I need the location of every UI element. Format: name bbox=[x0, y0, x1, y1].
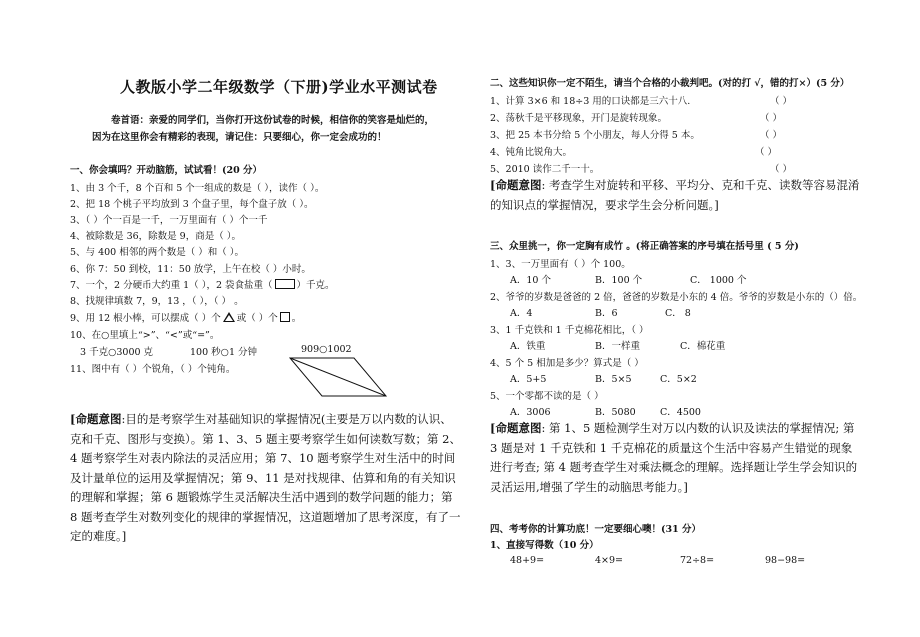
choice-4-option-b: B．5×5 bbox=[595, 374, 632, 385]
question-1-5: 5、与 400 相邻的两个数是（ ）和（ ）。 bbox=[70, 247, 245, 258]
question-1-10-c: 909○1002 bbox=[301, 344, 352, 355]
choice-4-option-c: C．5×2 bbox=[660, 374, 697, 385]
choice-question-3: 3、1 千克铁和 1 千克棉花相比，（ ） bbox=[490, 325, 649, 336]
question-1-10-a: 3 千克○3000 克 bbox=[80, 347, 154, 358]
calc-item-4: 98−98= bbox=[765, 555, 806, 566]
judge-paren-4: （ ） bbox=[755, 147, 778, 158]
section-2-heading: 二、这些知识你一定不陌生，请当个合格的小裁判吧。(对的打 √，错的打×）(5 分） bbox=[490, 78, 850, 89]
judge-item-3: 3、把 25 本书分给 5 个小朋友，每人分得 5 本。 bbox=[490, 130, 700, 141]
question-1-2: 2、把 18 个桃子平均放到 3 个盘子里，每个盘子放（ ）。 bbox=[70, 199, 314, 210]
choice-5-option-b: B．5080 bbox=[595, 407, 636, 418]
section-3-heading: 三、众里挑一，你一定胸有成竹 。(将正确答案的序号填在括号里 ( 5 分) bbox=[490, 241, 799, 252]
judge-paren-3: （ ） bbox=[760, 130, 783, 141]
question-1-9-text-b: 或（ ）个 bbox=[236, 313, 278, 324]
intent-note-3 bbox=[490, 419, 860, 497]
intent-label: [命题意图 bbox=[490, 421, 542, 435]
question-1-10: 10、在○里填上“>”、“<”或“=”。 bbox=[70, 330, 220, 341]
choice-2-option-a: A．4 bbox=[510, 308, 533, 319]
intent-text: : 考查学生对旋转和平移、平均分、克和千克、读数等容易混淆的知识点的掌握情况，要求学生会分析问题。] bbox=[490, 178, 860, 212]
judge-item-1: 1、计算 3×6 和 18÷3 用的口诀都是三六十八. bbox=[490, 96, 691, 107]
question-1-7-text-a: 7、一个，2 分硬币大约重 1（ ），2 袋食盐重（ bbox=[70, 280, 273, 291]
intent-text: :目的是考察学生对基础知识的掌握情况(主要是万以内数的认识、克和千克、图形与变换）。第 1、3、5 题主要考察学生如何读数写数；第 2、4 题考察学生对表内除法的灵活应用；第 7、10 题考察学生对生活中的时间及计量单位的运用及掌握情况；第 9、11 是对找规律、估算和角的有关知识的理解和掌握；第 6 题锻炼学生灵活解决生活中遇到的数学问题的能力；第 8 题考查学生对数列变化的规律的掌握情况，这道题增加了思考深度，有了一定的难度。] bbox=[70, 412, 461, 543]
judge-paren-1: （ ） bbox=[770, 96, 793, 107]
judge-item-4: 4、钝角比锐角大。 bbox=[490, 147, 573, 158]
choice-question-2: 2、爷爷的岁数是爸爸的 2 倍，爸爸的岁数是小东的 4 倍。爷爷的岁数是小东的（）倍。 bbox=[490, 292, 863, 303]
question-1-9 bbox=[70, 310, 301, 324]
question-1-9-text-c: 。 bbox=[291, 313, 302, 324]
page-title: 人教版小学二年级数学（下册)学业水平测试卷 bbox=[120, 78, 438, 96]
question-1-9-text-a: 9、用 12 根小棒，可以摆成（ ）个 bbox=[70, 313, 221, 324]
question-1-8: 8、找规律填数 7，9，13 ，（ ），（ ） 。 bbox=[70, 296, 244, 307]
intent-label: [命题意图 bbox=[70, 412, 122, 426]
choice-question-5: 5、一个零都不读的是（ ） bbox=[490, 391, 604, 402]
section-1-heading: 一、你会填吗？开动脑筋，试试看！(20 分） bbox=[70, 165, 263, 176]
question-1-6: 6、你 7：50 到校，11：50 放学，上午在校（ ）小时。 bbox=[70, 264, 311, 275]
answer-box bbox=[275, 279, 295, 289]
question-1-7 bbox=[70, 277, 335, 291]
question-1-3: 3、（ ）个一百是一千，一万里面有（ ）个一千 bbox=[70, 215, 268, 226]
intro-line-2: 因为在这里你会有精彩的表现，请记住：只要细心，你一定会成功的！ bbox=[92, 132, 387, 143]
question-1-11: 11、图中有（ ）个锐角，（ ）个钝角。 bbox=[70, 364, 236, 375]
judge-paren-2: （ ） bbox=[760, 113, 783, 124]
question-1-10-b: 100 秒○1 分钟 bbox=[190, 347, 258, 358]
choice-2-option-b: B．6 bbox=[595, 308, 618, 319]
choice-4-option-a: A．5+5 bbox=[510, 374, 547, 385]
intent-note-1 bbox=[70, 410, 463, 547]
choice-5-option-a: A．3006 bbox=[510, 407, 551, 418]
calc-item-1: 48+9= bbox=[510, 555, 545, 566]
parallelogram-figure bbox=[288, 356, 388, 398]
judge-item-5: 5、2010 读作二千一十。 bbox=[490, 164, 600, 175]
intent-label: [命题意图 bbox=[490, 178, 542, 192]
square-icon bbox=[280, 312, 290, 322]
choice-1-option-c: C． 1000 个 bbox=[690, 275, 747, 286]
calc-item-2: 4×9= bbox=[595, 555, 624, 566]
section-4-heading: 四、考考你的计算功底！一定要细心噢！(31 分） bbox=[490, 524, 702, 535]
choice-5-option-c: C．4500 bbox=[660, 407, 701, 418]
triangle-icon bbox=[223, 312, 235, 322]
calc-item-3: 72÷8= bbox=[680, 555, 715, 566]
judge-item-2: 2、荡秋千是平移现象，开门是旋转现象。 bbox=[490, 113, 668, 124]
choice-3-option-a: A．铁重 bbox=[510, 341, 546, 352]
intent-note-2 bbox=[490, 176, 860, 215]
choice-1-option-a: A．10 个 bbox=[510, 275, 551, 286]
choice-question-1: 1、3、一万里面有（ ）个 100。 bbox=[490, 259, 631, 270]
judge-paren-5: （ ） bbox=[770, 164, 793, 175]
choice-question-4: 4、5 个 5 相加是多少？算式是（ ） bbox=[490, 358, 644, 369]
choice-1-option-b: B．100 个 bbox=[595, 275, 643, 286]
section-4-sub-1: 1、直接写得数（10 分） bbox=[490, 540, 599, 551]
question-1-7-text-b: ）千克。 bbox=[296, 280, 335, 291]
question-1-1: 1、由 3 个千，8 个百和 5 个一组成的数是（ ），读作（ ）。 bbox=[70, 183, 325, 194]
choice-3-option-b: B．一样重 bbox=[595, 341, 640, 352]
choice-2-option-c: C． 8 bbox=[665, 308, 691, 319]
question-1-4: 4、被除数是 36，除数是 9，商是（ ）。 bbox=[70, 231, 241, 242]
choice-3-option-c: C．棉花重 bbox=[680, 341, 726, 352]
intro-line-1: 卷首语：亲爱的同学们，当你打开这份试卷的时候，相信你的笑容是灿烂的， bbox=[111, 115, 435, 126]
intent-text: : 第 1、5 题检测学生对万以内数的认识及读法的掌握情况; 第 3 题是对 1 千克铁和 1 千克棉花的质量这个生活中容易产生错觉的现象进行考查; 第 4 题考查学生对乘法概念的理解。选择题让学生学会知识的灵活运用,增强了学生的动脑思考能力。] bbox=[490, 421, 858, 494]
